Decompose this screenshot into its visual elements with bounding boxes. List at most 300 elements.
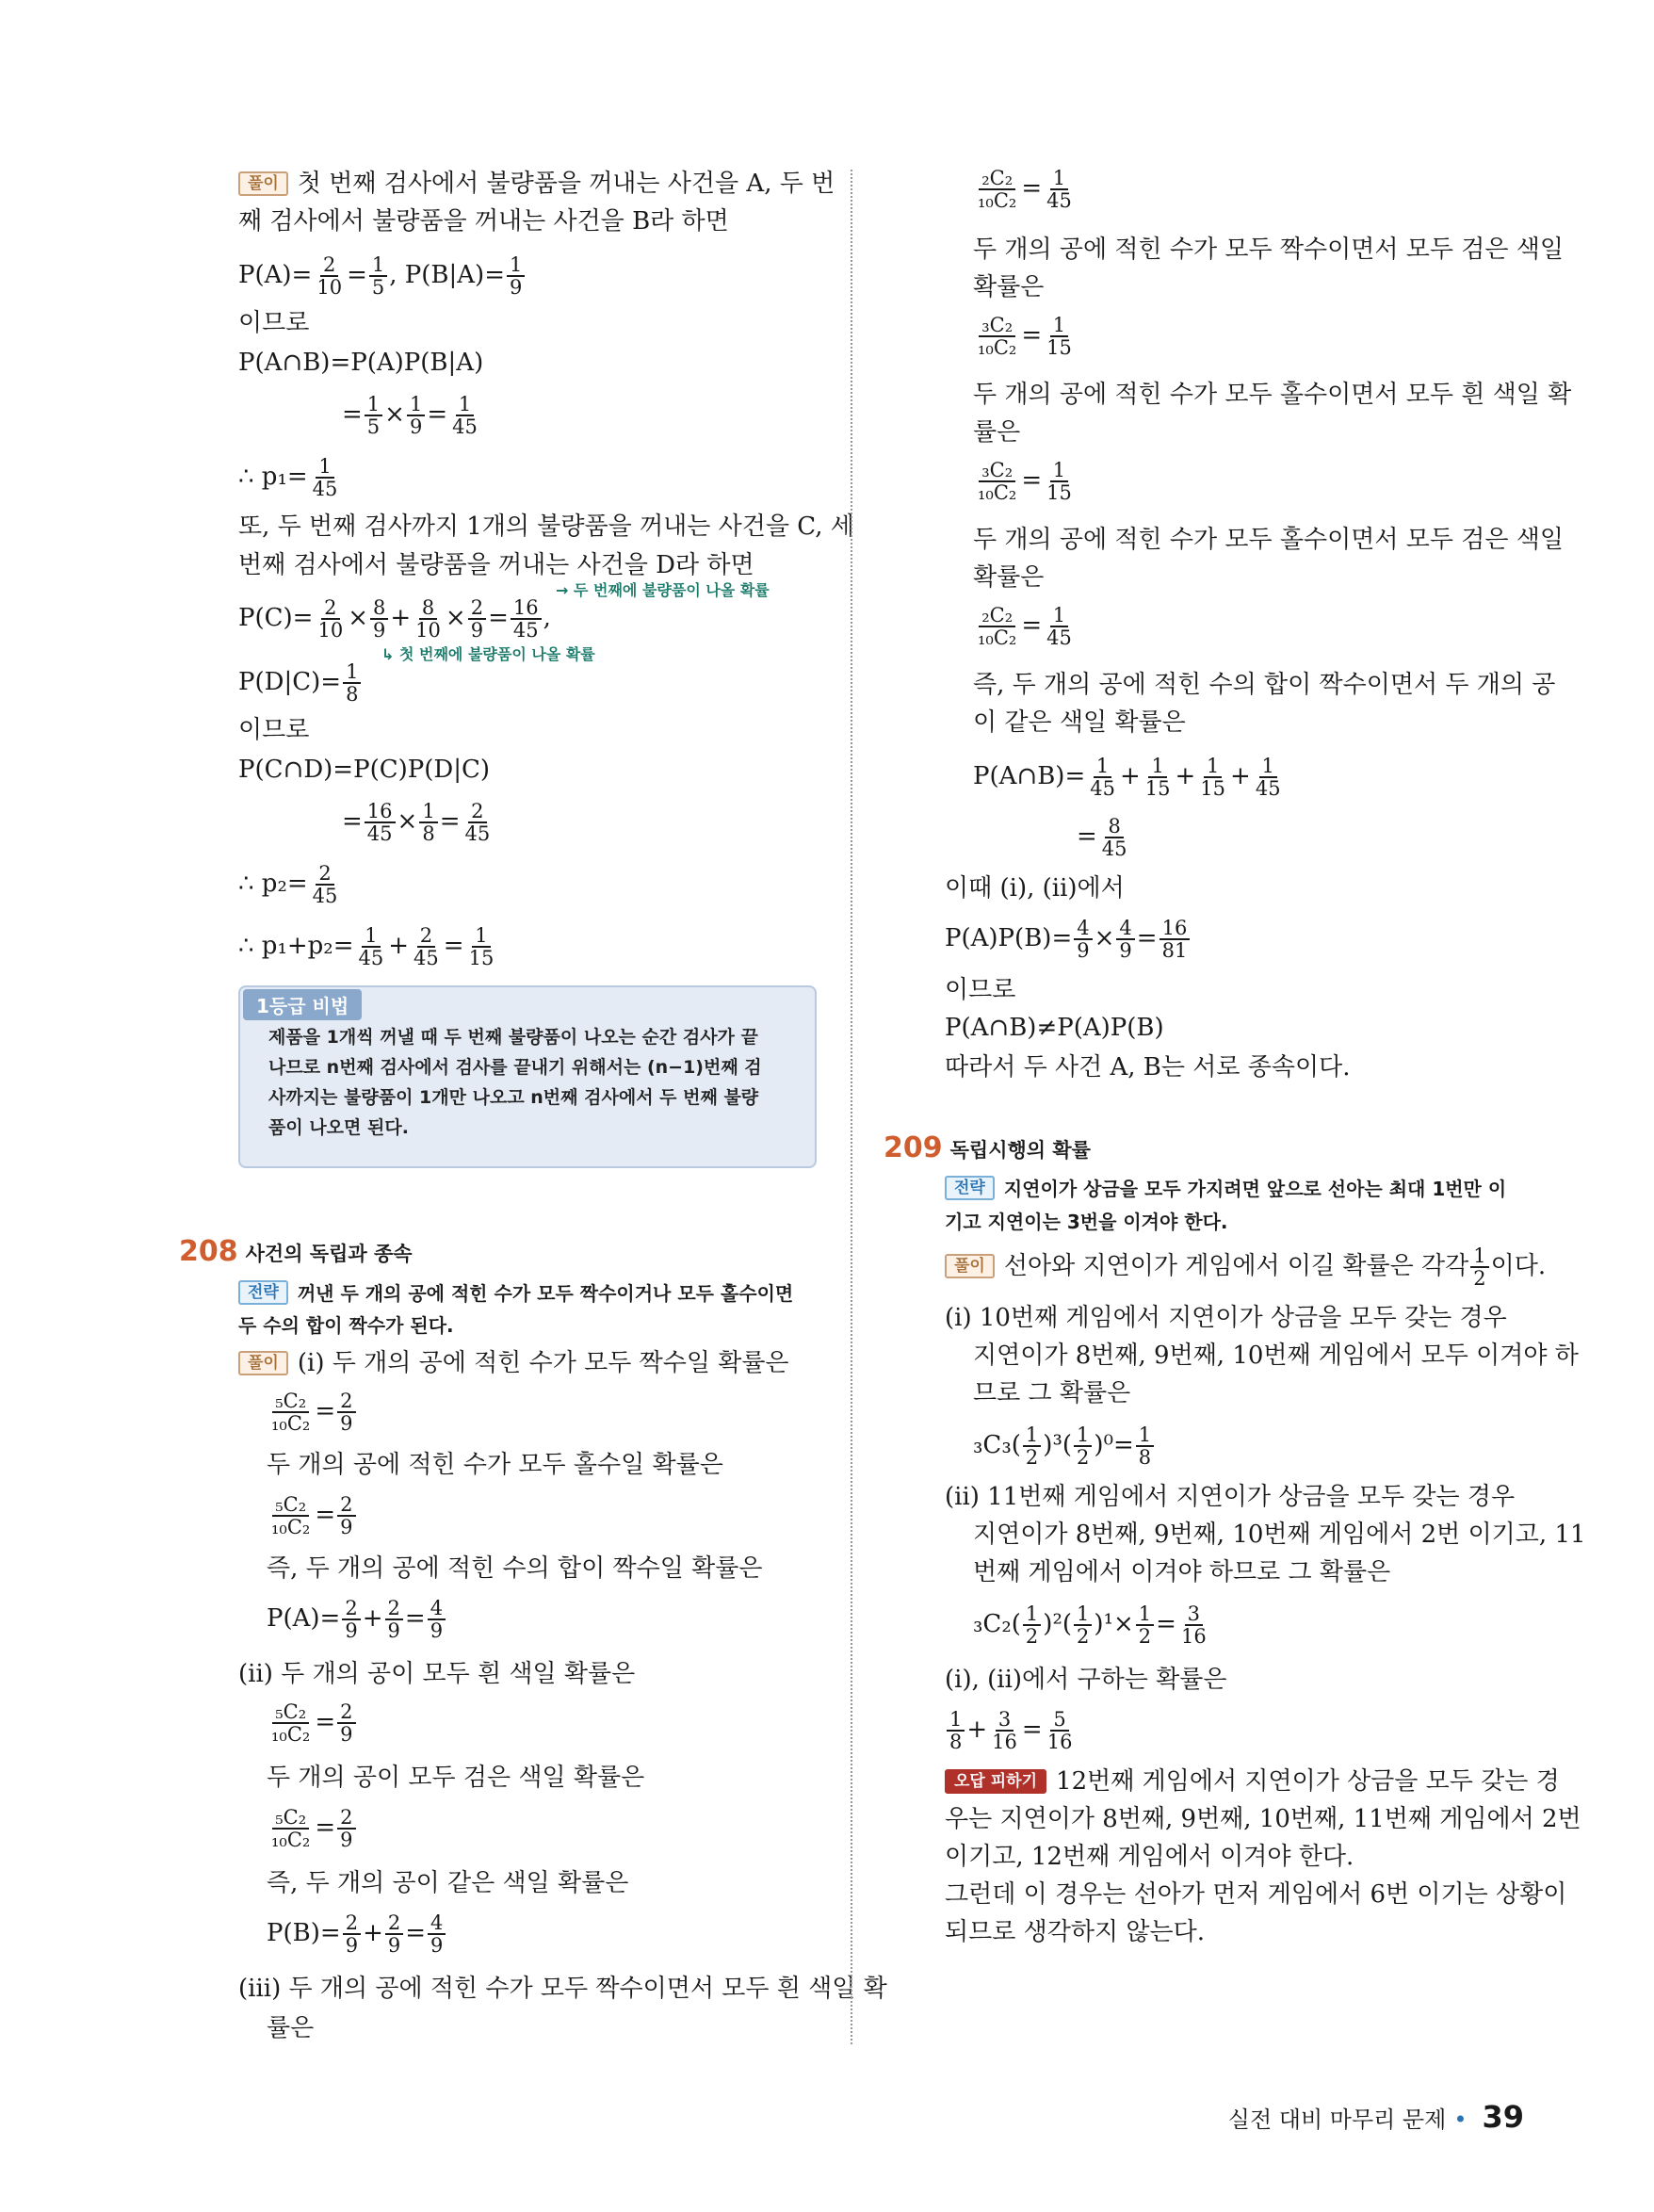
fraction [385, 1912, 403, 1956]
problem-heading [884, 1132, 1091, 1166]
text: ₃C₂ [973, 1610, 1012, 1638]
problem-number: 209 [884, 1131, 943, 1164]
fraction [1143, 756, 1174, 799]
numerator: ₅C₂ [272, 1701, 309, 1724]
fraction [407, 394, 425, 437]
math-line [238, 863, 342, 906]
fraction [365, 394, 382, 437]
numerator: 1 [1136, 1603, 1154, 1626]
denominator: ₁₀C₂ [271, 1516, 311, 1538]
numerator: 1 [507, 254, 525, 277]
problem-heading [179, 1236, 413, 1270]
text: 첫 번째 검사에서 불량품을 꺼내는 사건을 A, 두 번 [297, 170, 835, 198]
denominator: 45 [312, 478, 338, 500]
text: P(A)P(B)= [945, 924, 1073, 952]
numerator: 4 [428, 1598, 446, 1620]
fraction [511, 597, 542, 641]
solution-line [238, 168, 835, 200]
exponent: ¹ [1103, 1610, 1113, 1638]
text: = [315, 1397, 336, 1425]
numerator: ₃C₂ [979, 460, 1015, 482]
footer-title: 실전 대비 마무리 문제 [1227, 2106, 1447, 2133]
arrow-right-icon: ↳ [381, 645, 399, 663]
avoid-mistake-tag: 오답 피하기 [945, 1769, 1046, 1794]
text-line: 확률은 [973, 563, 1045, 592]
denominator: 9 [430, 1934, 444, 1957]
strategy-tag: 전략 [238, 1280, 288, 1305]
text-line: (iii) 두 개의 공에 적힌 수가 모두 짝수이면서 모두 흰 색일 확 [238, 1975, 887, 2003]
fraction [1074, 1603, 1092, 1647]
problem-title: 독립시행의 확률 [949, 1139, 1091, 1162]
numerator: 1 [316, 456, 333, 479]
numerator: 2 [385, 1598, 403, 1620]
math-line [945, 918, 1192, 961]
annotation-text: 첫 번째에 불량품이 나올 확률 [398, 645, 595, 663]
text-line: 또, 두 번째 검사까지 1개의 불량품을 꺼내는 사건을 C, 세 [238, 512, 854, 541]
column-divider [851, 170, 852, 2044]
denominator: 15 [1046, 336, 1072, 359]
denominator: 16 [992, 1731, 1017, 1753]
solution-line [945, 1245, 1546, 1289]
denominator: 9 [387, 1934, 401, 1957]
page-number: 39 [1482, 2099, 1524, 2135]
text: = [427, 400, 448, 429]
math-line [973, 605, 1077, 648]
numerator: 5 [1050, 1709, 1068, 1732]
denominator: 10 [317, 619, 344, 642]
text: = [1021, 174, 1043, 203]
fraction [268, 1701, 313, 1745]
numerator: 1 [1094, 756, 1111, 778]
fraction [975, 315, 1019, 358]
fraction [466, 925, 497, 968]
numerator: 1 [1050, 168, 1068, 190]
denominator: 9 [470, 619, 484, 642]
text: = [405, 1919, 427, 1947]
text: = [342, 807, 363, 836]
fraction [507, 254, 525, 298]
denominator: ₁₀C₂ [271, 1829, 311, 1851]
text: = [1156, 1610, 1176, 1638]
strategy-text: 기고 지연이는 3번을 이겨야 한다. [945, 1211, 1228, 1233]
text-line: 이므로 [238, 716, 310, 744]
denominator: 45 [1090, 777, 1115, 800]
numerator: 1 [1259, 756, 1277, 778]
numerator: 1 [947, 1709, 965, 1732]
numerator: 1 [419, 801, 437, 823]
denominator: 2 [1025, 1446, 1039, 1469]
text-line: 이므로 [238, 309, 310, 337]
text-line: (i), (ii)에서 구하는 확률은 [945, 1666, 1227, 1694]
text-line: 률은 [267, 2014, 315, 2042]
fraction [413, 597, 444, 641]
fraction [337, 1494, 355, 1537]
text: , [543, 604, 551, 632]
fraction [365, 801, 396, 844]
text: P(A)= [238, 261, 313, 289]
text-line: 두 개의 공에 적힌 수가 모두 홀수이면서 모두 검은 색일 [973, 526, 1564, 554]
numerator: 1 [1050, 460, 1068, 482]
math-line [973, 460, 1077, 503]
denominator: ₁₀C₂ [978, 626, 1017, 649]
problem-number: 208 [179, 1235, 238, 1268]
fraction [989, 1709, 1020, 1752]
text-line: 즉, 두 개의 공이 같은 색일 확률은 [267, 1869, 629, 1897]
math-line [267, 1807, 358, 1850]
text: = [439, 807, 461, 836]
denominator: ₁₀C₂ [271, 1412, 311, 1435]
fraction [468, 597, 486, 641]
solution-tag: 풀이 [238, 1351, 288, 1375]
numerator: 2 [417, 925, 435, 948]
page-footer [1228, 2099, 1524, 2135]
numerator: 8 [419, 597, 437, 620]
text: ∴ p₂= [238, 870, 308, 898]
text: = [404, 1604, 426, 1633]
text: + [1119, 762, 1141, 790]
denominator: 9 [387, 1619, 400, 1642]
fraction [268, 1494, 313, 1537]
numerator: 1 [1050, 605, 1068, 627]
fraction [1136, 1603, 1154, 1647]
text: × [348, 604, 368, 632]
denominator: ₁₀C₂ [978, 189, 1017, 212]
fraction [462, 801, 494, 844]
text-line: (ii) 두 개의 공이 모두 흰 색일 확률은 [238, 1660, 636, 1688]
text: = [1136, 924, 1158, 952]
math-line [238, 456, 342, 499]
fraction [370, 597, 388, 641]
denominator: 9 [345, 1934, 359, 1957]
denominator: ₁₀C₂ [978, 336, 1017, 359]
text: = [347, 261, 367, 289]
numerator: 2 [343, 1912, 361, 1935]
numerator: 2 [385, 1912, 403, 1935]
annotation-text: 두 번째에 불량품이 나올 확률 [573, 581, 770, 599]
denominator: 9 [340, 1829, 353, 1851]
numerator: ₅C₂ [272, 1494, 309, 1517]
text: × [397, 807, 418, 836]
fraction [975, 605, 1019, 648]
math-line [1077, 816, 1132, 859]
text: 12번째 게임에서 지연이가 상금을 모두 갖는 경 [1056, 1767, 1560, 1796]
text: = [1021, 466, 1043, 495]
text: P(A∩B)= [973, 762, 1086, 790]
fraction [1197, 756, 1228, 799]
denominator: 45 [1046, 626, 1072, 649]
numerator: ₅C₂ [272, 1391, 309, 1413]
text: + [390, 604, 412, 632]
math-line [973, 168, 1077, 211]
numerator: 2 [321, 597, 339, 620]
numerator: 16 [1159, 918, 1191, 940]
numerator: 1 [1023, 1424, 1041, 1447]
math-line [267, 1912, 447, 1956]
fraction [1087, 756, 1118, 799]
fraction [1099, 816, 1130, 859]
text-line: 우는 지연이가 8번째, 9번째, 10번째, 11번째 게임에서 2번 [945, 1805, 1581, 1833]
numerator: 1 [1050, 315, 1068, 337]
numerator: 1 [1074, 1603, 1092, 1626]
math-line [267, 1391, 358, 1434]
text: × [384, 400, 405, 429]
denominator: 45 [312, 885, 338, 907]
numerator: 2 [337, 1701, 355, 1724]
fraction [268, 1807, 313, 1850]
text: = [1021, 321, 1043, 350]
math-line [238, 661, 363, 705]
strategy-line [238, 1277, 793, 1309]
denominator: 16 [1046, 1731, 1073, 1753]
denominator: 2 [1138, 1625, 1152, 1648]
denominator: 15 [468, 947, 495, 969]
text-line: 이 같은 색일 확률은 [973, 708, 1186, 737]
numerator: 1 [1204, 756, 1222, 778]
tip-title: 1등급 비법 [243, 989, 362, 1020]
numerator: 4 [428, 1912, 446, 1935]
text-line: 그런데 이 경우는 선아가 먼저 게임에서 6번 이기는 상황이 [945, 1880, 1567, 1909]
solution-tag: 풀이 [238, 171, 288, 196]
text: + [966, 1716, 988, 1744]
tip-text: 나므로 n번째 검사에서 검사를 끝내기 위해서는 (n−1)번째 검 [268, 1057, 762, 1078]
solution-tag: 풀이 [945, 1254, 995, 1278]
numerator: 1 [369, 254, 387, 277]
numerator: 1 [472, 925, 490, 948]
denominator: 9 [430, 1619, 444, 1642]
fraction [1044, 460, 1075, 503]
text: P(A)= [267, 1604, 341, 1633]
denominator: 10 [316, 276, 343, 299]
denominator: 8 [422, 822, 435, 845]
text: = [488, 604, 509, 632]
annotation-first-defect [381, 642, 595, 664]
fraction [1044, 605, 1075, 648]
text-line: 두 개의 공에 적힌 수가 모두 홀수일 확률은 [267, 1451, 723, 1479]
numerator: 3 [996, 1709, 1013, 1732]
numerator: 1 [1136, 1424, 1154, 1447]
numerator: 8 [1105, 816, 1123, 838]
text: = [1113, 1431, 1134, 1459]
text: 지연이가 상금을 모두 가지려면 앞으로 선아는 최대 1번만 이 [1003, 1178, 1507, 1200]
text: × [1094, 924, 1115, 952]
denominator: 2 [1025, 1625, 1039, 1648]
denominator: 9 [340, 1516, 353, 1538]
fraction [1470, 1245, 1488, 1289]
exponent: ² [1052, 1610, 1062, 1638]
text: 꺼낸 두 개의 공에 적힌 수가 모두 짝수이거나 모두 홀수이면 [297, 1282, 794, 1305]
text: P(D|C)= [238, 668, 342, 696]
fraction [1253, 756, 1284, 799]
denominator: 8 [949, 1731, 963, 1753]
math-line [267, 1598, 447, 1641]
fraction [1178, 1603, 1209, 1647]
fraction [1136, 1424, 1154, 1468]
denominator: 8 [346, 683, 359, 706]
tip-text: 품이 나오면 된다. [268, 1117, 409, 1138]
denominator: 45 [452, 415, 478, 438]
exponent: ⁰ [1103, 1431, 1113, 1459]
text-line: 확률은 [973, 273, 1045, 301]
numerator: 1 [343, 661, 361, 684]
text-line: 므로 그 확률은 [973, 1379, 1131, 1407]
math-line [973, 756, 1286, 799]
arrow-right-icon: → [556, 581, 574, 599]
bullet-icon: • [1453, 2106, 1468, 2133]
fraction [449, 394, 480, 437]
fraction [310, 456, 341, 499]
denominator: 45 [366, 822, 393, 845]
fraction [315, 597, 346, 641]
denominator: 9 [340, 1723, 353, 1746]
exponent: ³ [1052, 1431, 1062, 1459]
text-line: (ii) 11번째 게임에서 지연이가 상금을 모두 갖는 경우 [945, 1483, 1516, 1511]
fraction [1023, 1603, 1041, 1647]
numerator: 1 [362, 925, 380, 948]
fraction [337, 1391, 355, 1434]
math-line [342, 801, 495, 844]
denominator: 45 [414, 947, 439, 969]
text-line: 번째 검사에서 불량품을 꺼내는 사건을 D라 하면 [238, 551, 754, 579]
text: = [315, 1708, 336, 1736]
solution-line [238, 1347, 789, 1379]
text: ₃C₃ [973, 1431, 1012, 1459]
fraction [343, 661, 361, 705]
text: P(B)= [267, 1919, 341, 1947]
denominator: 9 [1077, 939, 1090, 962]
fraction [314, 254, 345, 298]
numerator: ₅C₂ [272, 1807, 309, 1830]
math-line: P(A∩B)≠P(A)P(B) [945, 1014, 1164, 1042]
text-line: 두 개의 공에 적힌 수가 모두 짝수이면서 모두 검은 색일 [973, 236, 1564, 264]
text-line: 이므로 [945, 976, 1016, 1004]
fraction [428, 1598, 446, 1641]
denominator: ₁₀C₂ [271, 1723, 311, 1746]
fraction [411, 925, 442, 968]
fraction [1045, 1709, 1076, 1752]
text: + [1175, 762, 1196, 790]
math-line: P(C∩D)=P(C)P(D|C) [238, 756, 491, 784]
fraction [1074, 1424, 1092, 1468]
denominator: 8 [1138, 1446, 1152, 1469]
avoid-line [945, 1765, 1560, 1797]
fraction [369, 254, 387, 298]
numerator: 1 [1023, 1603, 1041, 1626]
text: + [1230, 762, 1251, 790]
numerator: 2 [337, 1807, 355, 1830]
text: + [363, 1919, 383, 1947]
text: (i) 두 개의 공에 적힌 수가 모두 짝수일 확률은 [297, 1349, 789, 1377]
denominator: 9 [510, 276, 523, 299]
text-line: 지연이가 8번째, 9번째, 10번째 게임에서 2번 이기고, 11 [973, 1521, 1586, 1549]
fraction [419, 801, 437, 844]
numerator: 3 [1185, 1603, 1203, 1626]
numerator: 16 [365, 801, 396, 823]
numerator: 2 [320, 254, 338, 277]
numerator: ₂C₂ [979, 168, 1015, 190]
denominator: ₁₀C₂ [978, 481, 1017, 504]
text-line: 따라서 두 사건 A, B는 서로 종속이다. [945, 1053, 1351, 1082]
math-line [945, 1709, 1077, 1752]
fraction [342, 1598, 360, 1641]
denominator: 45 [1101, 838, 1127, 860]
text: + [388, 932, 410, 960]
denominator: 45 [1255, 777, 1281, 800]
denominator: 15 [1046, 481, 1072, 504]
annotation-second-defect [556, 578, 770, 600]
text-line: 즉, 두 개의 공에 적힌 수의 합이 짝수일 확률은 [267, 1554, 763, 1583]
math-line [973, 315, 1077, 358]
math-line: ₃C₂( $\frac{1}{2}$ )²( $\frac{1}{2}$ )¹× $\frac{1}{2}$ = $\frac{3}{16}$ [973, 1603, 1211, 1647]
fraction [1044, 315, 1075, 358]
numerator: 16 [511, 597, 542, 620]
numerator: 1 [407, 394, 425, 416]
text: ∴ p₁+p₂= [238, 932, 354, 960]
denominator: 45 [512, 619, 539, 642]
denominator: 15 [1200, 777, 1226, 800]
denominator: 15 [1144, 777, 1171, 800]
text: 이다. [1490, 1252, 1547, 1280]
math-line [267, 1701, 358, 1745]
numerator: 8 [370, 597, 388, 620]
fraction [337, 1807, 355, 1850]
math-line [238, 254, 527, 298]
denominator: 5 [366, 415, 381, 438]
fraction [1074, 918, 1092, 961]
text: , P(B|A)= [389, 261, 505, 289]
text: = [1021, 611, 1043, 640]
numerator: 2 [468, 597, 486, 620]
math-line [238, 925, 498, 968]
problem-title: 사건의 독립과 종속 [245, 1243, 413, 1265]
numerator: 1 [1074, 1424, 1092, 1447]
text-line: 즉, 두 개의 공에 적힌 수의 합이 짝수이면서 두 개의 공 [973, 671, 1556, 699]
text: = [315, 1814, 336, 1842]
fraction [975, 168, 1019, 211]
text: + [362, 1604, 383, 1633]
text-line: 되므로 생각하지 않는다. [945, 1918, 1205, 1946]
fraction [1044, 168, 1075, 211]
denominator: 9 [340, 1412, 353, 1435]
math-line [342, 394, 482, 437]
text: = [1077, 822, 1097, 851]
denominator: 16 [1180, 1625, 1207, 1648]
denominator: 9 [1119, 939, 1132, 962]
numerator: 2 [468, 801, 486, 823]
fraction [1023, 1424, 1041, 1468]
text-line: 번째 게임에서 이겨야 하므로 그 확률은 [973, 1558, 1391, 1586]
numerator: 2 [342, 1598, 360, 1620]
text: = [342, 400, 363, 429]
fraction [428, 1912, 446, 1956]
denominator: 45 [464, 822, 491, 845]
text: ∴ p₁= [238, 463, 308, 491]
strategy-tag: 전략 [945, 1176, 995, 1200]
text-line: 률은 [973, 418, 1021, 447]
denominator: 2 [1077, 1446, 1090, 1469]
numerator: 1 [1470, 1245, 1488, 1268]
strategy-line [945, 1172, 1506, 1205]
text: = [315, 1501, 336, 1529]
fraction [1116, 918, 1134, 961]
text-line: 두 개의 공이 모두 검은 색일 확률은 [267, 1764, 645, 1792]
math-line [267, 1494, 358, 1537]
denominator: 5 [371, 276, 385, 299]
fraction [268, 1391, 313, 1434]
text: = [443, 932, 464, 960]
fraction [975, 460, 1019, 503]
text-line: 이때 (i), (ii)에서 [945, 874, 1125, 903]
math-line [238, 597, 551, 641]
